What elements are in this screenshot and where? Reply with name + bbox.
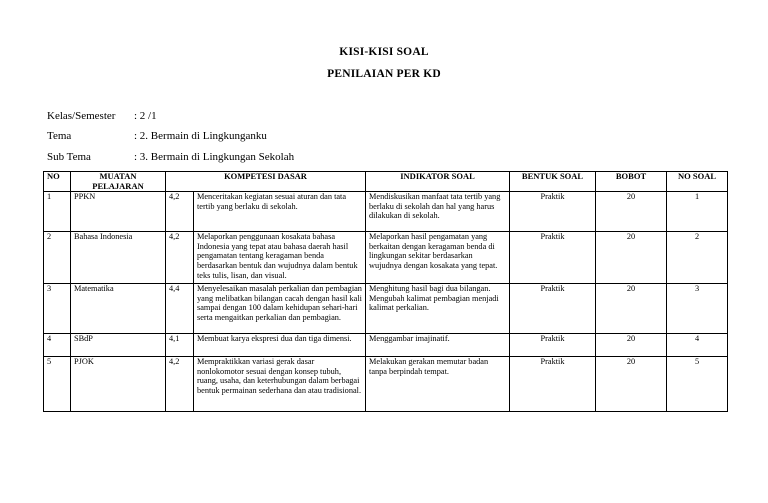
cell-indikator: Menggambar imajinatif. — [366, 334, 510, 357]
header-kompetensi-dasar: KOMPETESI DASAR — [166, 172, 366, 192]
header-muatan-pelajaran: MUATAN PELAJARAN — [71, 172, 166, 192]
cell-indikator: Mendiskusikan manfaat tata tertib yang berlaku di sekolah dan hal yang harus dilakukan di sekolah. — [366, 192, 510, 232]
cell-bobot: 20 — [596, 192, 667, 232]
cell-indikator: Melakukan gerakan memutar badan tanpa berpindah tempat. — [366, 357, 510, 412]
table-row — [44, 232, 728, 284]
header-bobot: BOBOT — [596, 172, 667, 192]
table-header-row — [44, 172, 728, 192]
cell-bentuk: Praktik — [510, 284, 596, 334]
cell-no: 5 — [44, 357, 71, 412]
meta-value: : 2. Bermain di Lingkunganku — [134, 130, 267, 142]
meta-label: Sub Tema — [47, 151, 91, 163]
document-subtitle: PENILAIAN PER KD — [327, 68, 441, 80]
cell-bentuk: Praktik — [510, 192, 596, 232]
cell-bobot: 20 — [596, 334, 667, 357]
cell-muatan: PJOK — [71, 357, 166, 412]
cell-kd: Mempraktikkan variasi gerak dasar nonlokomotor sesuai dengan konsep tubuh, ruang, usaha, dan keterhubungan dalam berbagai bentuk permainan sederhana dan atau tradisional. — [194, 357, 366, 412]
cell-muatan: SBdP — [71, 334, 166, 357]
table-row — [44, 284, 728, 334]
cell-kd: Menceritakan kegiatan sesuai aturan dan tata tertib yang berlaku di sekolah. — [194, 192, 366, 232]
cell-no: 4 — [44, 334, 71, 357]
table-row — [44, 357, 728, 412]
cell-kd: Membuat karya ekspresi dua dan tiga dimensi. — [194, 334, 366, 357]
cell-no-soal: 1 — [667, 192, 728, 232]
cell-bobot: 20 — [596, 284, 667, 334]
cell-indikator: Menghitung hasil bagi dua bilangan. Mengubah kalimat pembagian menjadi kalimat perkalian. — [366, 284, 510, 334]
cell-kd-no: 4,2 — [166, 357, 194, 412]
cell-kd-no: 4,4 — [166, 284, 194, 334]
cell-kd: Menyelesaikan masalah perkalian dan pembagian yang melibatkan bilangan cacah dengan hasil kali sampai dengan 100 dalam kehidupan sehari-hari serta mengaitkan perkalian dan pembagian. — [194, 284, 366, 334]
cell-kd-no: 4,1 — [166, 334, 194, 357]
meta-value: : 3. Bermain di Lingkungan Sekolah — [134, 151, 295, 163]
cell-bentuk: Praktik — [510, 334, 596, 357]
cell-bentuk: Praktik — [510, 357, 596, 412]
table-row — [44, 192, 728, 232]
meta-value: : 2 /1 — [134, 110, 157, 122]
cell-no: 1 — [44, 192, 71, 232]
header-no: NO — [44, 172, 71, 192]
cell-muatan: PPKN — [71, 192, 166, 232]
header-indikator-soal: INDIKATOR SOAL — [366, 172, 510, 192]
meta-label: Kelas/Semester — [47, 110, 116, 122]
cell-no-soal: 5 — [667, 357, 728, 412]
cell-kd-no: 4,2 — [166, 232, 194, 284]
cell-kd-no: 4,2 — [166, 192, 194, 232]
cell-no-soal: 4 — [667, 334, 728, 357]
cell-muatan: Matematika — [71, 284, 166, 334]
cell-kd: Melaporkan penggunaan kosakata bahasa Indonesia yang tepat atau bahasa daerah hasil pengamatan tentang keragaman benda berdasarkan bentuk dan wujudnya dalam bentuk teks tulis, lisan, dan visual. — [194, 232, 366, 284]
cell-indikator: Melaporkan hasil pengamatan yang berkaitan dengan keragaman benda di lingkungan sekitar berdasarkan wujudnya dengan kosakata yang tepat. — [366, 232, 510, 284]
cell-no-soal: 3 — [667, 284, 728, 334]
cell-no: 3 — [44, 284, 71, 334]
header-bentuk-soal: BENTUK SOAL — [510, 172, 596, 192]
cell-muatan: Bahasa Indonesia — [71, 232, 166, 284]
meta-label: Tema — [47, 130, 72, 142]
table-row — [44, 334, 728, 357]
cell-no-soal: 2 — [667, 232, 728, 284]
kisi-kisi-table — [43, 171, 728, 412]
cell-bentuk: Praktik — [510, 232, 596, 284]
cell-bobot: 20 — [596, 357, 667, 412]
header-no-soal: NO SOAL — [667, 172, 728, 192]
cell-no: 2 — [44, 232, 71, 284]
cell-bobot: 20 — [596, 232, 667, 284]
document-title: KISI-KISI SOAL — [339, 46, 429, 58]
